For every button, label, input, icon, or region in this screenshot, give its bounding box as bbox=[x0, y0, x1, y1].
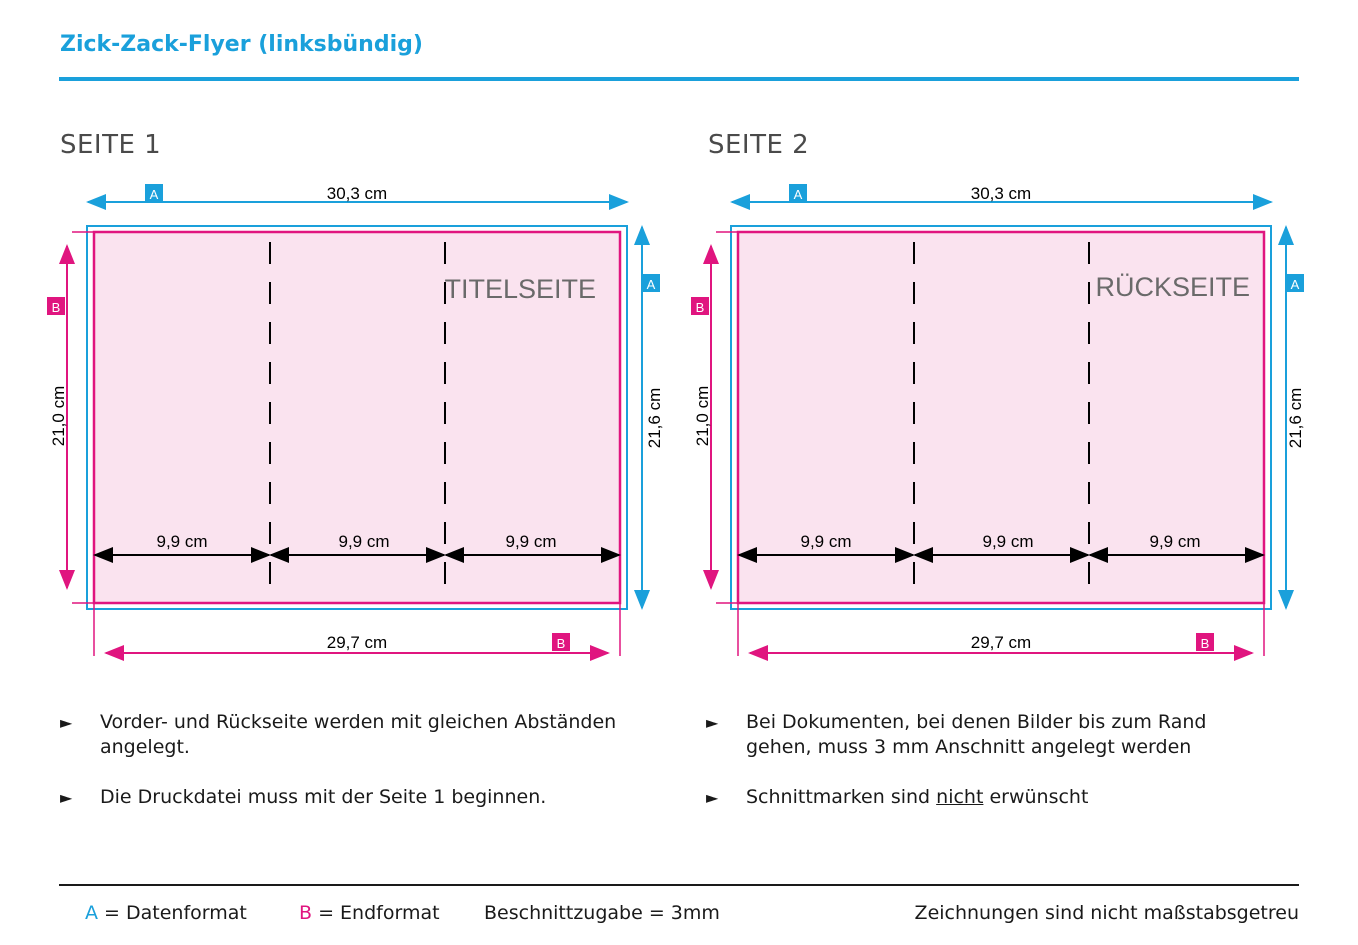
bullet-item bbox=[706, 785, 1266, 810]
bullet-text: Vorder- und Rückseite werden mit gleichen Abständen angelegt. bbox=[100, 711, 617, 758]
panel-1-width-label: 9,9 cm bbox=[800, 532, 852, 551]
badge-a-top-letter: A bbox=[793, 187, 803, 202]
width-a-label: 30,3 cm bbox=[970, 184, 1032, 203]
bullet-text: Die Druckdatei muss mit der Seite 1 beginnen. bbox=[100, 786, 547, 808]
badge-b-bottom-letter: B bbox=[556, 636, 566, 651]
bullet-text-emphasis: nicht bbox=[936, 786, 984, 808]
bullet-arrow-icon: ► bbox=[706, 713, 719, 732]
page-1-diagram bbox=[40, 170, 664, 670]
page-2-diagram bbox=[684, 170, 1304, 670]
footer-divider bbox=[59, 884, 1299, 886]
page-2-diagram-svg bbox=[684, 170, 1304, 670]
bullet-arrow-icon: ► bbox=[706, 788, 719, 807]
legend-end-format bbox=[299, 902, 440, 924]
badge-b-bottom-letter: B bbox=[1200, 636, 1210, 651]
panel-2-width-label: 9,9 cm bbox=[982, 532, 1034, 551]
badge-a-right-letter: A bbox=[1290, 277, 1300, 292]
panel-3-width-label: 9,9 cm bbox=[505, 532, 557, 551]
bullet-text-after: erwünscht bbox=[983, 786, 1089, 808]
panel-2-width-label: 9,9 cm bbox=[338, 532, 390, 551]
badge-a-right-letter: A bbox=[646, 277, 656, 292]
page-1-diagram-svg bbox=[40, 170, 664, 670]
badge-a-top-letter: A bbox=[149, 187, 159, 202]
panel-3-width-label: 9,9 cm bbox=[1149, 532, 1201, 551]
bullet-item bbox=[60, 710, 620, 760]
height-a-label: 21,6 cm bbox=[1286, 387, 1305, 449]
bullets-right bbox=[706, 710, 1266, 835]
bullet-item bbox=[60, 785, 620, 810]
page-2-label: SEITE 2 bbox=[708, 130, 810, 160]
width-b-label: 29,7 cm bbox=[326, 633, 388, 652]
legend-data-format bbox=[85, 902, 247, 924]
page-title: Zick-Zack-Flyer (linksbündig) bbox=[60, 32, 423, 57]
width-b-label: 29,7 cm bbox=[970, 633, 1032, 652]
bullets-left bbox=[60, 710, 620, 835]
bullet-text: Bei Dokumenten, bei denen Bilder bis zum Rand gehen, muss 3 mm Anschnitt angelegt werden bbox=[746, 711, 1207, 758]
bullet-arrow-icon: ► bbox=[60, 713, 73, 732]
panel-title: TITELSEITE bbox=[444, 274, 596, 304]
bullet-text-before: Schnittmarken sind bbox=[746, 786, 937, 808]
legend-b-letter: B bbox=[299, 902, 313, 924]
legend-b-text: = Endformat bbox=[312, 902, 440, 924]
panel-title: RÜCKSEITE bbox=[1095, 272, 1250, 302]
page-1-label: SEITE 1 bbox=[60, 130, 162, 160]
legend-a-text: = Datenformat bbox=[98, 902, 247, 924]
badge-b-left-letter: B bbox=[695, 300, 705, 315]
bullet-item bbox=[706, 710, 1266, 760]
width-a-label: 30,3 cm bbox=[326, 184, 388, 203]
legend-bleed: Beschnittzugabe = 3mm bbox=[484, 902, 720, 924]
height-a-label: 21,6 cm bbox=[645, 387, 664, 449]
legend-a-letter: A bbox=[85, 902, 98, 924]
height-b-label: 21,0 cm bbox=[49, 385, 68, 447]
badge-b-left-letter: B bbox=[51, 300, 61, 315]
panel-1-width-label: 9,9 cm bbox=[156, 532, 208, 551]
height-b-label: 21,0 cm bbox=[693, 385, 712, 447]
bullet-arrow-icon: ► bbox=[60, 788, 73, 807]
scale-note: Zeichnungen sind nicht maßstabsgetreu bbox=[914, 902, 1299, 924]
bullet-text bbox=[746, 786, 1088, 808]
title-underline bbox=[59, 77, 1299, 81]
